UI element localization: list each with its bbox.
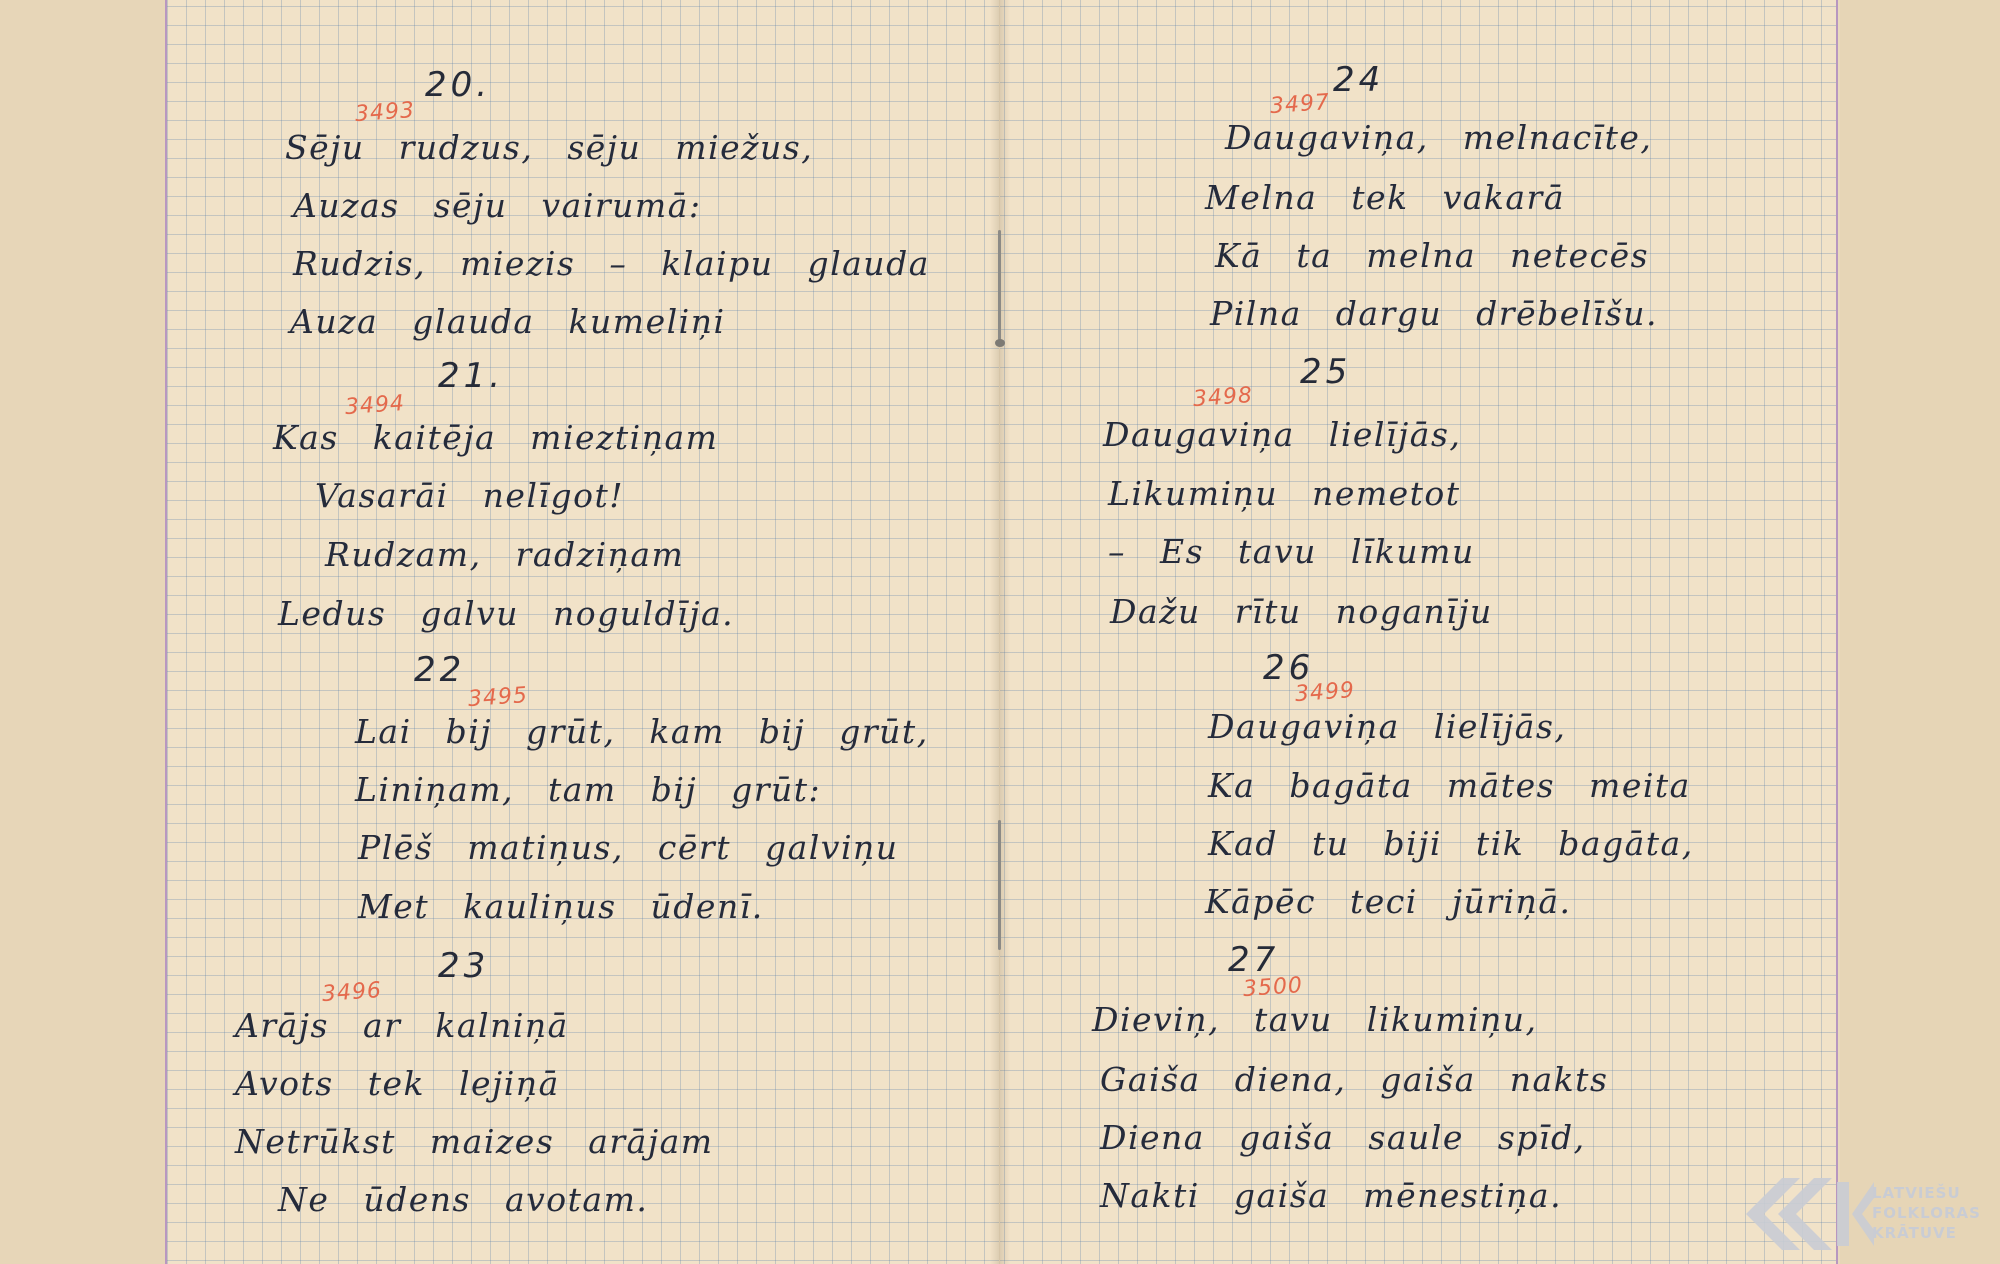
verse-line: Diena gaiša saule spīd, xyxy=(1100,1118,1586,1157)
lfk-chevron-logo-icon xyxy=(1742,1178,1877,1250)
verse-line: Daugaviņa lielījās, xyxy=(1103,415,1462,454)
archive-code: 3495 xyxy=(467,682,529,713)
verse-line: Liniņam, tam bij grūt: xyxy=(355,770,822,809)
verse-line: Kā ta melna netecēs xyxy=(1215,236,1650,275)
verse-line: – Es tavu līkumu xyxy=(1108,532,1475,571)
verse-line: Gaiša diena, gaiša nakts xyxy=(1100,1060,1609,1099)
verse-line: Plēš matiņus, cērt galviņu xyxy=(358,828,899,867)
right-background-edge xyxy=(1840,0,2000,1264)
staple-bottom xyxy=(998,820,1001,950)
watermark-line: LATVIEŠU xyxy=(1872,1184,1961,1202)
verse-line: Rudzam, radziņam xyxy=(325,535,685,574)
verse-line: Nakti gaiša mēnestiņa. xyxy=(1100,1176,1563,1215)
verse-line: Pilna dargu drēbelīšu. xyxy=(1210,294,1659,333)
archive-code: 3500 xyxy=(1242,972,1304,1003)
verse-line: Auzas sēju vairumā: xyxy=(293,186,702,225)
binding-mark xyxy=(995,339,1005,347)
verse-line: Dieviņ, tavu likumiņu, xyxy=(1092,1000,1538,1039)
verse-line: Avots tek lejiņā xyxy=(235,1064,560,1103)
verse-line: Auza glauda kumeliņi xyxy=(290,302,726,341)
verse-line: Sēju rudzus, sēju miežus, xyxy=(285,128,814,167)
archive-code: 3499 xyxy=(1294,677,1356,708)
song-number: 22 xyxy=(414,650,466,690)
verse-line: Rudzis, miezis – klaipu glauda xyxy=(293,244,930,283)
verse-line: Kad tu biji tik bagāta, xyxy=(1208,824,1694,863)
verse-line: Likumiņu nemetot xyxy=(1108,474,1461,513)
verse-line: Ka bagāta mātes meita xyxy=(1208,766,1691,805)
verse-line: Kāpēc teci jūriņā. xyxy=(1205,882,1572,921)
song-number: 26 xyxy=(1263,648,1315,688)
verse-line: Met kauliņus ūdenī. xyxy=(358,887,764,926)
verse-line: Kas kaitēja mieztiņam xyxy=(273,418,719,457)
song-number: 23 xyxy=(438,946,490,986)
verse-line: Daugaviņa, melnacīte, xyxy=(1225,118,1653,157)
archive-code: 3493 xyxy=(354,97,416,128)
verse-line: Ledus galvu noguldīja. xyxy=(278,594,735,633)
archive-code: 3496 xyxy=(321,977,383,1008)
song-number: 20. xyxy=(425,65,492,105)
verse-line: Lai bij grūt, kam bij grūt, xyxy=(355,712,929,751)
archive-code: 3497 xyxy=(1269,89,1331,120)
song-number: 24 xyxy=(1333,60,1385,100)
staple-top xyxy=(998,230,1001,340)
folklore-archive-watermark xyxy=(1742,1178,1982,1258)
watermark-line: KRĀTUVE xyxy=(1872,1224,1957,1242)
song-number: 25 xyxy=(1300,352,1352,392)
verse-line: Daugaviņa lielījās, xyxy=(1208,707,1567,746)
left-background-edge xyxy=(0,0,165,1264)
verse-line: Vasarāi nelīgot! xyxy=(315,476,624,515)
verse-line: Melna tek vakarā xyxy=(1205,178,1566,217)
song-number: 21. xyxy=(438,356,505,396)
song-number: 27 xyxy=(1228,940,1280,980)
verse-line: Ne ūdens avotam. xyxy=(278,1180,649,1219)
archive-code: 3498 xyxy=(1192,382,1254,413)
verse-line: Dažu rītu noganīju xyxy=(1110,592,1493,631)
archive-code: 3494 xyxy=(344,390,406,421)
notebook-gutter xyxy=(990,0,1010,1264)
verse-line: Netrūkst maizes arājam xyxy=(235,1122,714,1161)
verse-line: Arājs ar kalniņā xyxy=(235,1006,569,1045)
watermark-line: FOLKLORAS xyxy=(1872,1204,1981,1222)
